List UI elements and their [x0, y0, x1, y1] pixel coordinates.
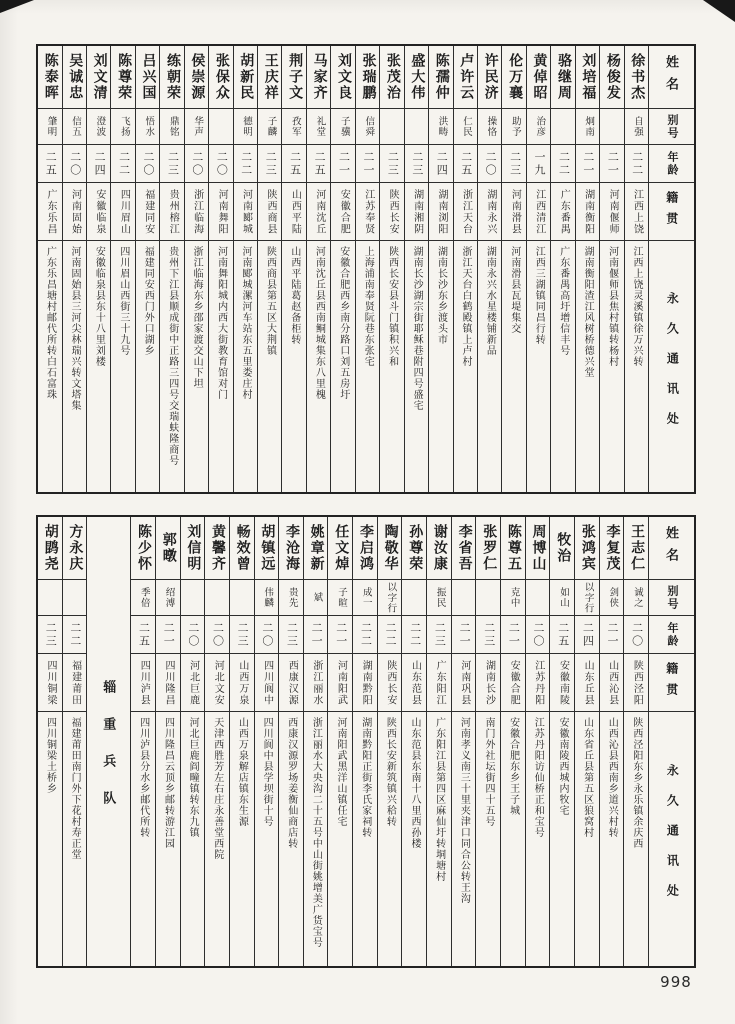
entry-name: 王庆祥	[262, 53, 278, 101]
entry-age: 二五	[459, 150, 472, 177]
entry-native: 河北文安	[212, 659, 224, 706]
entry-alias: 信舜	[363, 116, 374, 137]
entry-address: 南门外社坛街四十五号	[482, 717, 494, 827]
header-address: 永久通讯处	[665, 291, 680, 442]
entry-address: 河南孝义南三十里夹津口同合公转王沟	[458, 717, 470, 904]
entry-column	[208, 46, 232, 492]
entry-age: 二〇	[142, 150, 155, 177]
entry-address: 安徽临泉县东十八里刘楼	[93, 246, 105, 367]
entry-name: 练朝荣	[164, 53, 180, 101]
entry-native: 湖南黔阳	[360, 659, 372, 706]
entry-age: 二二	[239, 150, 252, 177]
entry-age: 二一	[162, 621, 175, 648]
entry-column	[229, 517, 254, 966]
header-alias: 别号	[666, 584, 678, 611]
entry-age: 二〇	[186, 621, 199, 648]
entry-column	[62, 517, 87, 966]
entry-name: 李沧海	[283, 524, 299, 572]
entry-alias: 澄波	[94, 116, 105, 137]
roster-table-bottom	[36, 515, 696, 968]
entry-address: 山东省丘县第五区狼窝村	[581, 717, 593, 838]
entry-alias: 子骥	[338, 116, 349, 137]
entry-name: 张保众	[213, 53, 229, 101]
entry-alias: 子麟	[265, 116, 276, 137]
entry-name: 胡镇远	[259, 524, 275, 572]
header-name: 姓名	[664, 55, 679, 99]
entry-name: 郭暾	[160, 532, 176, 564]
entry-age: 二一	[337, 150, 350, 177]
entry-native: 贵州榕江	[167, 188, 179, 235]
entry-native: 湖南衡阳	[582, 188, 594, 235]
entry-age: 二〇	[211, 621, 224, 648]
scan-edge-artifact	[0, 0, 34, 13]
entry-age: 二四	[581, 621, 594, 648]
header-age: 年龄	[666, 150, 678, 177]
entry-age: 二三	[386, 150, 399, 177]
entry-age: 二〇	[630, 621, 643, 648]
entry-column	[599, 46, 623, 492]
entry-age: 二二	[557, 150, 570, 177]
entry-age: 二五	[288, 150, 301, 177]
entry-age: 二〇	[532, 621, 545, 648]
entry-native: 山西平陆	[289, 188, 301, 235]
roster-table-top	[36, 44, 696, 494]
entry-age: 二一	[606, 621, 619, 648]
entry-native: 江西清江	[533, 188, 545, 235]
unit-divider-column	[86, 517, 130, 966]
entry-name: 盛大伟	[409, 53, 425, 101]
entry-alias: 治彦	[534, 116, 545, 137]
entry-address: 四川眉山西街三十九号	[117, 246, 129, 356]
entry-name: 卢许云	[458, 53, 474, 101]
entry-address: 广东乐昌塘村邮代所转白石富珠	[44, 246, 56, 400]
entry-age: 二一	[361, 150, 374, 177]
entry-native: 陕西商县	[264, 188, 276, 235]
entry-address: 广东阳江县第四区麻仙圩转垌塘村	[433, 717, 445, 882]
entry-column	[352, 517, 377, 966]
entry-name: 李复茂	[604, 524, 620, 572]
entry-native: 陕西长安	[384, 659, 396, 706]
entry-column	[355, 46, 379, 492]
entry-column	[180, 517, 205, 966]
entry-column	[525, 517, 550, 966]
entry-address: 贵州下江县顺成街中正路三四号交瑞蚨隆商号	[166, 246, 178, 466]
entry-native: 四川泸县	[138, 659, 150, 706]
entry-name: 吕兴国	[140, 53, 156, 101]
page-number: 998	[660, 973, 692, 991]
header-column	[648, 46, 694, 492]
entry-name: 黄馨齐	[210, 524, 226, 572]
entry-address: 四川阆中县学坝街十号	[261, 717, 273, 827]
entry-native: 安徽合肥	[508, 659, 520, 706]
entry-column	[401, 517, 426, 966]
entry-alias: 礼堂	[314, 116, 325, 137]
entry-address: 河北巨鹿阎疃镇转东九镇	[187, 717, 199, 838]
entry-alias: 剑侠	[607, 587, 618, 608]
entry-age: 二三	[508, 150, 521, 177]
entry-column	[135, 46, 159, 492]
entry-native: 河南滑县	[509, 188, 521, 235]
entry-column	[110, 46, 134, 492]
entry-native: 河南郾城	[240, 188, 252, 235]
entry-native: 广东阳江	[434, 659, 446, 706]
entry-name: 张鸿宾	[579, 524, 595, 572]
entry-alias: 德明	[241, 116, 252, 137]
scan-edge-artifact	[703, 0, 735, 22]
entry-address: 浙江临海东乡邵家渡交山下坦	[191, 246, 203, 389]
entry-alias: 助予	[509, 116, 520, 137]
entry-age: 二二	[117, 150, 130, 177]
entry-native: 西康汉源	[286, 659, 298, 706]
entry-alias: 自强	[632, 116, 643, 137]
entry-alias: 鼎铭	[167, 116, 178, 137]
entry-native: 浙江临海	[191, 188, 203, 235]
entry-native: 河南固始	[69, 188, 81, 235]
entry-column	[62, 46, 86, 492]
entry-name: 方永庆	[67, 524, 83, 572]
entry-name: 孙尊荣	[407, 524, 423, 572]
entry-address: 西康汉源罗场姜衡仙商店转	[285, 717, 297, 849]
entry-alias: 诚之	[631, 587, 642, 608]
entry-address: 上海浦南奉贤阮巷东张宅	[362, 246, 374, 367]
entry-age: 二五	[313, 150, 326, 177]
entry-alias: 洪畴	[436, 116, 447, 137]
entry-native: 河南偃师	[607, 188, 619, 235]
entry-native: 陕西泾阳	[631, 659, 643, 706]
entry-address: 陕西商县第五区大荆镇	[264, 246, 276, 356]
entry-native: 山西沁县	[606, 659, 618, 706]
entry-name: 刘培福	[580, 53, 596, 101]
entry-address: 陕西泾阳东乡永乐镇余庆西	[630, 717, 642, 849]
entry-address: 湖南长沙东乡渡头市	[435, 246, 447, 345]
entry-column	[257, 46, 281, 492]
entry-address: 江西三湖镇同昌行转	[533, 246, 545, 345]
entry-name: 张罗仁	[481, 524, 497, 572]
entry-column	[38, 517, 62, 966]
entry-native: 湖南浏阳	[436, 188, 448, 235]
entry-alias: 炯南	[583, 116, 594, 137]
entry-column	[475, 517, 500, 966]
entry-native: 四川阆中	[261, 659, 273, 706]
entry-alias: 贵先	[286, 587, 297, 608]
entry-age: 二四	[93, 150, 106, 177]
entry-native: 河南舞阳	[216, 188, 228, 235]
entry-age: 二一	[581, 150, 594, 177]
entry-name: 刘文清	[91, 53, 107, 101]
entry-column	[155, 517, 180, 966]
entry-address: 四川铜梁土桥乡	[44, 717, 56, 794]
entry-native: 河北巨鹿	[187, 659, 199, 706]
entry-age: 二〇	[68, 150, 81, 177]
entry-age: 二一	[334, 621, 347, 648]
entry-native: 山西万泉	[236, 659, 248, 706]
entry-column	[404, 46, 428, 492]
entry-age: 二二	[68, 621, 81, 648]
entry-name: 徐书杰	[629, 53, 645, 101]
entry-alias: 以字行	[582, 581, 593, 614]
entry-column	[86, 46, 110, 492]
entry-age: 二三	[433, 621, 446, 648]
entry-age: 二三	[44, 621, 57, 648]
entry-address: 江苏丹阳访仙桥正和宝号	[532, 717, 544, 838]
entry-address: 四川隆昌云顶乡邮转游江园	[162, 717, 174, 849]
entry-age: 二三	[166, 150, 179, 177]
entry-name: 李省吾	[456, 524, 472, 572]
entry-column	[599, 517, 624, 966]
entry-column	[549, 517, 574, 966]
entry-name: 胡新民	[238, 53, 254, 101]
entry-column	[379, 46, 403, 492]
header-name: 姓名	[664, 526, 679, 570]
entry-address: 安徽合肥西乡南分路口刘五房圩	[337, 246, 349, 400]
entry-alias: 成一	[360, 587, 371, 608]
entry-native: 安徽合肥	[338, 188, 350, 235]
entry-age: 二二	[630, 150, 643, 177]
entry-name: 陈尊五	[505, 524, 521, 572]
entry-native: 陕西长安	[387, 188, 399, 235]
entry-address: 浙江天台白鹤殿镇上卢村	[459, 246, 471, 367]
header-age: 年龄	[666, 621, 678, 648]
entry-column	[500, 517, 525, 966]
entry-name: 张瑞鹏	[360, 53, 376, 101]
entry-name: 刘文良	[336, 53, 352, 101]
entry-address: 福建同安西门外口湖乡	[142, 246, 154, 356]
entry-column	[426, 517, 451, 966]
entry-age: 二一	[310, 621, 323, 648]
entry-address: 山东范县东南十八里西孙楼	[409, 717, 421, 849]
entry-column	[453, 46, 477, 492]
entry-native: 广东番禺	[558, 188, 570, 235]
entry-address: 陕西长安县斗门镇积兴和	[386, 246, 398, 367]
entry-column	[624, 46, 648, 492]
entry-column	[281, 46, 305, 492]
entry-alias: 子暄	[336, 587, 347, 608]
entry-column	[330, 46, 354, 492]
entry-address: 山西沁县西南乡道兴村转	[606, 717, 618, 838]
entry-name: 陈泰晖	[42, 53, 58, 101]
entry-age: 二一	[507, 621, 520, 648]
entry-alias: 以字行	[385, 581, 396, 614]
entry-native: 江苏丹阳	[532, 659, 544, 706]
entry-name: 许民济	[482, 53, 498, 101]
entry-address: 河南滑县瓦堤集交	[508, 246, 520, 334]
entry-address: 湖南黔阳正街李氏家祠转	[359, 717, 371, 838]
entry-native: 浙江天台	[460, 188, 472, 235]
entry-address: 浙江丽水大央沟二十五号中山街姚增美广货宝号	[310, 717, 322, 948]
entry-address: 湖南长沙湖宗街耶稣巷附四号盛宅	[411, 246, 423, 411]
header-native: 籍贯	[664, 661, 679, 704]
entry-name: 谢汝康	[431, 524, 447, 572]
entry-name: 畅效曾	[234, 524, 250, 572]
entry-address: 安徽南陵西城内牧宅	[556, 717, 568, 816]
entry-column	[526, 46, 550, 492]
entry-column	[574, 517, 599, 966]
entry-column	[306, 46, 330, 492]
entry-address: 河南偃师县焦村镇转杨村	[606, 246, 618, 367]
entry-address: 福建莆田南门外下花村寿正堂	[69, 717, 81, 860]
entry-age: 二二	[384, 621, 397, 648]
entry-address: 湖南永兴水星楼铺新品	[484, 246, 496, 356]
entry-name: 刘信明	[185, 524, 201, 572]
entry-address: 河南阳武黑洋山镇任宅	[335, 717, 347, 827]
entry-column	[303, 517, 328, 966]
entry-native: 四川隆昌	[162, 659, 174, 706]
entry-address: 安徽合肥东乡王子城	[507, 717, 519, 816]
entry-address: 河南郾城漯河车站东五里娄庄村	[240, 246, 252, 400]
entry-name: 姚章新	[308, 524, 324, 572]
entry-name: 王志仁	[629, 524, 645, 572]
entry-address: 天津西胜芳左右庄永善堂西院	[211, 717, 223, 860]
entry-name: 侯崇源	[189, 53, 205, 101]
entry-column	[477, 46, 501, 492]
entry-name: 牧治	[555, 532, 571, 564]
entry-alias: 如山	[557, 587, 568, 608]
entry-age: 二四	[435, 150, 448, 177]
entry-name: 陈少怀	[136, 524, 152, 572]
entry-address: 河南沈丘县西南鲖城集东八里槐	[313, 246, 325, 400]
entry-column	[575, 46, 599, 492]
entry-native: 湖南长沙	[483, 659, 495, 706]
entry-alias: 仁民	[460, 116, 471, 137]
entry-column	[204, 517, 229, 966]
entry-name: 吴诚忠	[67, 53, 83, 101]
entry-native: 河南沈丘	[313, 188, 325, 235]
entry-name: 伦万襄	[507, 53, 523, 101]
entry-column	[428, 46, 452, 492]
entry-alias: 绍溥	[163, 587, 174, 608]
entry-age: 二三	[482, 621, 495, 648]
entry-age: 二三	[264, 150, 277, 177]
entry-alias: 操恪	[485, 116, 496, 137]
entry-column	[501, 46, 525, 492]
entry-name: 黄倬昭	[531, 53, 547, 101]
entry-name: 荆子文	[287, 53, 303, 101]
entry-name: 任文焯	[333, 524, 349, 572]
entry-address: 江西上饶灵溪镇徐万兴转	[631, 246, 643, 367]
entry-age: 二一	[458, 621, 471, 648]
entry-address: 河南固始县三河尖林瑞兴转文塔集	[68, 246, 80, 411]
entry-column	[38, 46, 61, 492]
entry-age: 二三	[285, 621, 298, 648]
entry-alias: 季倍	[138, 587, 149, 608]
entry-age: 二一	[606, 150, 619, 177]
entry-address: 山西平陆葛赵备柜转	[288, 246, 300, 345]
entry-alias: 克中	[508, 587, 519, 608]
entry-native: 安徽临泉	[93, 188, 105, 235]
entry-address: 河南舞阳城内西大街教育馆对门	[215, 246, 227, 400]
entry-native: 山东范县	[409, 659, 421, 706]
entry-name: 李启鸿	[357, 524, 373, 572]
header-column	[648, 517, 694, 966]
entry-native: 四川铜梁	[44, 659, 56, 706]
entry-age: 二二	[359, 621, 372, 648]
entry-native: 湖南永兴	[484, 188, 496, 235]
entry-alias: 信五	[69, 116, 80, 137]
entry-native: 浙江丽水	[310, 659, 322, 706]
entry-alias: 孜军	[289, 116, 300, 137]
entry-native: 湖南湘阴	[411, 188, 423, 235]
entry-native: 河南巩县	[458, 659, 470, 706]
entry-age: 一九	[533, 150, 546, 177]
entry-column	[623, 517, 648, 966]
entry-alias: 振民	[434, 587, 445, 608]
entry-alias: 肇明	[45, 116, 56, 137]
entry-column	[451, 517, 476, 966]
entry-name: 胡鹍尧	[42, 524, 58, 572]
entry-address: 山西万泉解店镇东生源	[236, 717, 248, 827]
entry-address: 广东番禺高圩增信丰号	[557, 246, 569, 356]
entry-column	[159, 46, 183, 492]
entry-native: 广东乐昌	[45, 188, 57, 235]
entry-native: 山东丘县	[582, 659, 594, 706]
entry-name: 周博山	[530, 524, 546, 572]
entry-age: 二〇	[215, 150, 228, 177]
entry-native: 江西上饶	[631, 188, 643, 235]
entry-name: 张茂治	[384, 53, 400, 101]
entry-name: 杨俊发	[604, 53, 620, 101]
entry-native: 福建莆田	[69, 659, 81, 706]
entry-column	[184, 46, 208, 492]
entry-age: 二二	[408, 621, 421, 648]
header-address: 永久通讯处	[665, 764, 680, 914]
entry-address: 陕西长安新筑镇兴秴转	[384, 717, 396, 827]
entry-column	[377, 517, 402, 966]
entry-age: 二〇	[190, 150, 203, 177]
header-alias: 别号	[666, 113, 678, 140]
entry-column	[278, 517, 303, 966]
entry-name: 马家齐	[311, 53, 327, 101]
entry-age: 二三	[410, 150, 423, 177]
entry-native: 江苏奉贤	[362, 188, 374, 235]
entry-age: 二〇	[260, 621, 273, 648]
entry-column	[233, 46, 257, 492]
unit-divider-label: 辎重兵队	[101, 679, 117, 828]
entry-native: 河南阳武	[335, 659, 347, 706]
entry-native: 四川眉山	[118, 188, 130, 235]
entry-age: 二五	[44, 150, 57, 177]
entry-column	[130, 517, 155, 966]
entry-alias: 斌	[311, 592, 322, 603]
entry-name: 骆继周	[555, 53, 571, 101]
header-native: 籍贯	[664, 190, 679, 233]
entry-column	[550, 46, 574, 492]
entry-name: 陶敬华	[382, 524, 398, 572]
entry-native: 安徽南陵	[557, 659, 569, 706]
entry-alias: 飞扬	[118, 116, 129, 137]
entry-name: 陈孺仲	[433, 53, 449, 101]
entry-age: 二五	[137, 621, 150, 648]
entry-age: 二五	[556, 621, 569, 648]
entry-alias: 伟麟	[262, 587, 273, 608]
entry-native: 福建同安	[142, 188, 154, 235]
entry-age: 二〇	[484, 150, 497, 177]
entry-alias: 悟水	[143, 116, 154, 137]
entry-alias: 华声	[192, 116, 203, 137]
entry-name: 陈尊荣	[116, 53, 132, 101]
entry-address: 四川泸县分水乡邮代所转	[137, 717, 149, 838]
entry-age: 二三	[236, 621, 249, 648]
entry-column	[327, 517, 352, 966]
entry-column	[254, 517, 279, 966]
entry-address: 湖南衡阳渣江风树桥德兴堂	[582, 246, 594, 378]
